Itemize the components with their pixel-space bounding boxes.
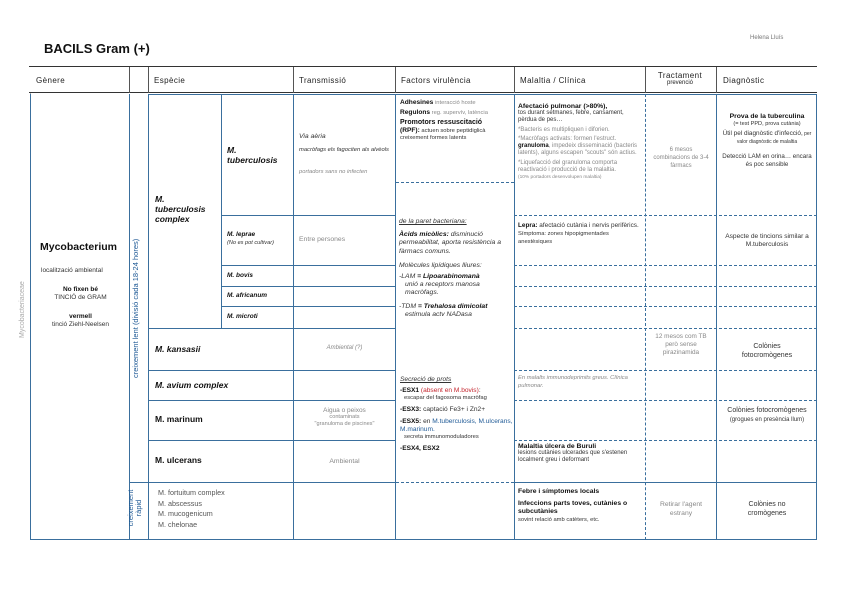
row-divider bbox=[514, 306, 817, 307]
factor-paret: de la paret bacteriana: bbox=[399, 218, 467, 225]
diagnostic-marinum-1: Colònies fotocromògenes bbox=[727, 407, 807, 414]
disease-tb-3c: , impedeix disseminació (bacteris latents), alguns escapen "scouts" són actius. bbox=[518, 143, 638, 156]
row-divider bbox=[221, 306, 395, 307]
row-divider bbox=[221, 215, 395, 216]
factor-esx3-label: -ESX3: bbox=[400, 406, 422, 414]
family-label: Mycobacteriaceae bbox=[19, 281, 26, 338]
header-genere: Gènere bbox=[36, 75, 66, 85]
disease-tb-head: Afectació pulmonar (>80%), bbox=[518, 103, 608, 110]
factor-regulons-text: reg. supervív, latència bbox=[430, 110, 488, 116]
column-divider bbox=[716, 94, 717, 540]
page-title: BACILS Gram (+) bbox=[44, 41, 150, 56]
column-divider bbox=[395, 94, 396, 540]
row-divider bbox=[396, 182, 514, 183]
factor-molec: Molècules lipídiques lliures: bbox=[399, 261, 482, 269]
row-divider bbox=[514, 440, 817, 441]
factor-esx5 bbox=[400, 418, 514, 434]
factors-secrecio bbox=[400, 376, 514, 452]
disease-fast-2: Infeccions parts toves, cutànies o subcutànies bbox=[518, 500, 628, 515]
disease-tb-1: tos durant setmanes, febre, cansament, pèrdua de pes… bbox=[518, 110, 624, 123]
disease-lepra-1 bbox=[518, 222, 642, 229]
column-divider bbox=[293, 94, 294, 540]
growth-fast-label: creixement ràpid bbox=[126, 489, 143, 527]
diagnostic-lam: Detecció LAM en orina… encara és poc sensible bbox=[722, 153, 812, 169]
species-leprae-note: (No es pot cultivar) bbox=[227, 240, 274, 246]
genus-vermell-title: vermell bbox=[69, 313, 92, 320]
transmission-leprae: Entre persones bbox=[299, 236, 346, 243]
list-item: M. fortuitum complex bbox=[158, 488, 225, 497]
row-divider bbox=[221, 286, 395, 287]
diagnostic-prova-3b: per valor diagnòstic de malaltia bbox=[736, 131, 812, 146]
disease-ulcerans-title: Malaltia úlcera de Buruli bbox=[518, 443, 597, 450]
disease-tb-3 bbox=[518, 136, 642, 157]
factor-tdm-b: = Trehalosa dimicolat bbox=[416, 302, 488, 310]
header-transmissio: Transmissió bbox=[299, 75, 347, 85]
genus-no-fixen-sub: TINCIÓ de GRAM bbox=[54, 293, 107, 301]
treatment-kansasii: 12 mesos com TB però sense pirazinamida bbox=[655, 333, 707, 356]
factor-adhesines bbox=[400, 98, 512, 108]
factors-top bbox=[400, 98, 512, 142]
species-avium: M. avium complex bbox=[155, 380, 229, 390]
factor-esx1-label: -ESX1 bbox=[400, 386, 420, 394]
species-leprae: M. leprae bbox=[227, 231, 256, 238]
row-divider bbox=[148, 94, 817, 95]
factor-esx5-blue: M.tuberculosis, M.ulcerans, M.marinum. bbox=[400, 418, 513, 433]
diagnostic-prova-3a: Útil pel diagnòstic d'infecció, bbox=[722, 130, 803, 138]
header-divider bbox=[514, 67, 515, 93]
column-divider bbox=[221, 94, 222, 328]
factor-esx4: -ESX4, ESX2 bbox=[400, 444, 440, 452]
species-complex: M. tuberculosis complex bbox=[155, 194, 206, 224]
factor-tdm-a: -TDM bbox=[399, 302, 416, 310]
factor-acids-text: disminució permeabilitat, aporta resistència a fàrmacs comuns. bbox=[399, 231, 502, 255]
genus-vermell-sub: tinció Ziehl-Neelsen bbox=[51, 320, 110, 328]
treatment-tb: 6 mesos combinacions de 3-4 fàrmacs bbox=[653, 147, 709, 169]
header-tractament-sub: prevenció bbox=[666, 80, 693, 86]
disease-tb-4: *Liquefacció del granuloma comporta reactivació i producció de la malaltia. bbox=[518, 160, 618, 173]
factor-lam-c: unió a receptors manosa macròfags. bbox=[405, 281, 480, 297]
transmission-kansasii: Ambiental (?) bbox=[326, 345, 363, 351]
header-divider bbox=[129, 67, 130, 93]
factors-paret bbox=[399, 218, 511, 319]
factor-lam-a: -LAM bbox=[399, 273, 416, 281]
header-divider bbox=[395, 67, 396, 93]
row-divider bbox=[514, 328, 817, 329]
column-divider bbox=[645, 94, 646, 540]
disease-ulcerans bbox=[518, 443, 642, 464]
row-divider bbox=[514, 265, 817, 266]
list-item: M. mucogenicum bbox=[158, 509, 213, 518]
factor-acids bbox=[399, 231, 511, 256]
factor-rpf-text: actuen sobre peptidiglicà bbox=[419, 128, 486, 134]
disease-fast-3: sovint relació amb catèters, etc. bbox=[518, 517, 600, 523]
factor-lam-b: = Lipoarabinomanà bbox=[415, 273, 480, 281]
diagnostic-tb bbox=[720, 113, 814, 169]
disease-lepra-label: Lepra: bbox=[518, 222, 538, 229]
species-fast-list bbox=[158, 488, 225, 530]
row-divider bbox=[514, 286, 817, 287]
transmission-tb-3: portadors sans no infecten bbox=[299, 169, 368, 175]
row-divider bbox=[148, 440, 395, 441]
row-divider bbox=[221, 265, 395, 266]
disease-ulcerans-text: lesions cutànies ulcerades que s'estenen localment greu i deformant bbox=[518, 450, 628, 463]
row-divider bbox=[148, 400, 395, 401]
disease-tb-2: *Bacteris es multipliquen i diforien. bbox=[518, 127, 610, 133]
species-marinum: M. marinum bbox=[155, 414, 203, 424]
factor-lam bbox=[399, 273, 511, 281]
transmission-marinum bbox=[294, 407, 395, 428]
factor-promotors: Promotors ressuscitació bbox=[400, 119, 483, 126]
disease-tb-3b: granuloma bbox=[518, 143, 549, 149]
row-divider bbox=[514, 215, 817, 216]
row-divider bbox=[396, 482, 514, 483]
header-divider bbox=[148, 67, 149, 93]
row-divider bbox=[514, 400, 817, 401]
factor-regulons bbox=[400, 108, 512, 118]
genus-vermell bbox=[33, 313, 128, 328]
diagnostic-kansasii: Colònies fotocromògenes bbox=[741, 343, 793, 359]
species-africanum: M. africanum bbox=[227, 292, 268, 299]
factor-secrecio: Secreció de prots bbox=[400, 376, 452, 383]
author-name: Helena Lluís bbox=[750, 35, 784, 41]
transmission-tb-2: macròfags els fagociten als alvèols bbox=[299, 147, 389, 153]
factor-esx3 bbox=[400, 406, 514, 414]
species-ulcerans: M. ulcerans bbox=[155, 455, 202, 465]
diagnostic-prova-2: (= test PPD, prova cutània) bbox=[733, 121, 801, 127]
transmission-marinum-3: "granuloma de piscines" bbox=[314, 421, 375, 427]
disease-lepra-2: Símptoma: zones hipopigmentades anestèsiques bbox=[518, 231, 609, 245]
list-item: M. abscessus bbox=[158, 498, 202, 508]
row-divider bbox=[148, 328, 395, 329]
factor-esx1-2: escapar del fagosoma macròfag bbox=[404, 394, 487, 401]
factor-esx3-text: captació Fe3+ i Zn2+ bbox=[421, 406, 486, 414]
genus-localitzacio: localització ambiental bbox=[41, 267, 103, 274]
disease-tb bbox=[518, 103, 642, 181]
transmission-marinum-2: contaminats bbox=[329, 414, 360, 420]
column-divider bbox=[129, 94, 130, 540]
factor-esx1-red: (absent en M.bovis) bbox=[419, 386, 479, 394]
factor-rpf-2: creixement formes latents bbox=[400, 135, 467, 141]
diagnostic-prova: Prova de la tuberculina bbox=[729, 113, 805, 120]
disease-fast-1: Febre i símptomes locals bbox=[518, 488, 600, 495]
diagnostic-marinum bbox=[720, 407, 814, 424]
diagnostic-leprae: Aspecte de tincions similar a M.tuberculosis bbox=[725, 233, 809, 248]
disease-lepra bbox=[518, 222, 642, 246]
header-tractament bbox=[650, 71, 710, 86]
factor-rpf-label: (RPF): bbox=[400, 127, 420, 134]
disease-tb-3a: *Macròfags activats: formen l'estruct. bbox=[518, 136, 617, 142]
disease-fast bbox=[518, 488, 642, 524]
column-divider bbox=[148, 94, 149, 540]
species-bovis: M. bovis bbox=[227, 272, 254, 279]
header-tractament-label: Tractament bbox=[657, 71, 703, 80]
header-factors: Factors virulència bbox=[401, 75, 471, 85]
species-kansasii: M. kansasii bbox=[155, 344, 201, 354]
factor-esx5-label: -ESX5: bbox=[400, 418, 422, 426]
factor-regulons-label: Regulons bbox=[400, 109, 431, 116]
genus-name: Mycobacterium bbox=[40, 241, 118, 253]
genus-no-fixen-title: No fixen bé bbox=[62, 286, 99, 293]
factor-tdm bbox=[399, 303, 511, 311]
header-especie: Espècie bbox=[154, 75, 186, 85]
transmission-marinum-1: Aigua o peixos bbox=[323, 407, 366, 414]
factor-tdm-c: estimula actv NADasa bbox=[405, 310, 472, 318]
factor-adhesines-text: interacció hoste bbox=[433, 100, 476, 106]
factor-esx1-colon: : bbox=[478, 386, 481, 394]
genus-no-fixen bbox=[33, 286, 128, 301]
factor-esx5-text: en bbox=[421, 418, 433, 426]
column-divider bbox=[514, 94, 515, 540]
header-diagnostic: Diagnòstic bbox=[723, 75, 765, 85]
species-tuberculosis: M. tuberculosis bbox=[227, 145, 278, 165]
diagnostic-fast: Colònies no cromògenes bbox=[747, 501, 787, 517]
species-microti: M. microti bbox=[227, 313, 258, 320]
row-divider bbox=[514, 482, 817, 483]
transmission-tb-1: Via aèria bbox=[299, 133, 326, 140]
disease-avium: En malalts immunodeprimits greus. Clínica pulmonar. bbox=[518, 375, 628, 389]
growth-slow-label: creixement lent (divisió cada 18-24 hores) bbox=[131, 238, 140, 378]
diagnostic-marinum-2: (grogues en presència llum) bbox=[729, 416, 805, 423]
row-divider bbox=[148, 370, 395, 371]
header-divider bbox=[645, 67, 646, 93]
factor-esx5-c: secreta immunomoduladores bbox=[404, 433, 479, 440]
list-item: M. chelonae bbox=[158, 519, 198, 529]
disease-lepra-text: afectació cutània i nervis perifèrics. bbox=[537, 222, 639, 229]
factor-rpf bbox=[400, 127, 512, 135]
row-divider bbox=[514, 370, 817, 371]
factor-esx1 bbox=[400, 387, 514, 395]
header-divider bbox=[293, 67, 294, 93]
factor-adhesines-label: Adhesines bbox=[400, 99, 434, 106]
header-malaltia: Malaltia / Clínica bbox=[520, 75, 586, 85]
row-divider bbox=[129, 482, 395, 483]
diagnostic-prova-3 bbox=[720, 130, 814, 146]
treatment-fast: Retirar l'agent estrany bbox=[659, 501, 703, 517]
factor-acids-label: Àcids micòlics: bbox=[399, 231, 449, 239]
transmission-ulcerans: Ambiental bbox=[329, 458, 360, 465]
disease-tb-5: (10% portadors desenvolupen malaltia) bbox=[518, 175, 602, 180]
header-divider bbox=[716, 67, 717, 93]
